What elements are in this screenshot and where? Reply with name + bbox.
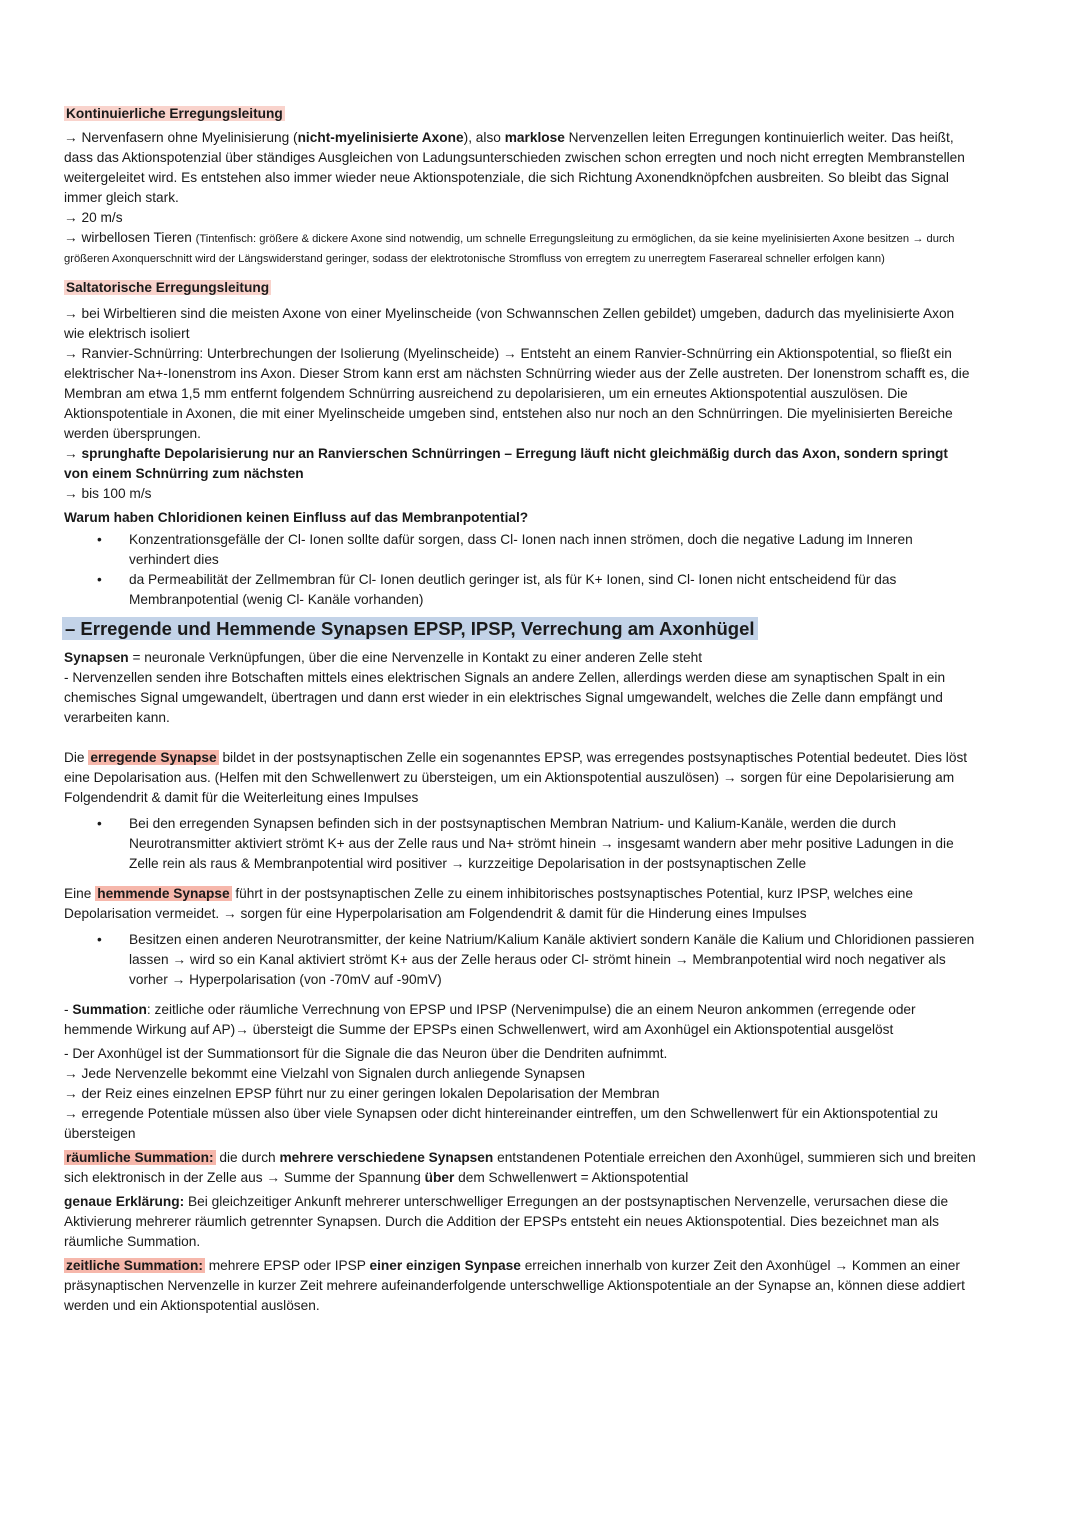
- paragraph-ranvier: → Ranvier-Schnürring: Unterbrechungen der Isolierung (Myelinscheide) → Entsteht an einem Ranvier-Schnürring ein Aktionspotential, so fließt ein elektrischer Na+-Ionenstrom ins Axon. Dieser Strom kann erst am nächsten Schnürring wieder aus der Zelle austreten. Der Ionenstrom schafft es, die Membran am etwa 1,5 mm entfernt folgendem Schnürring ausreichend zu depolarisieren, um ein erneutes Aktionspotential auszulösen. Die Aktionspotentiale in Axonen, die mit einer Myelinscheide umgeben sind, entstehen also nur noch an den Schnürringen. Die myelinisierten Bereiche werden übersprungen.: [64, 346, 970, 441]
- heading-kontinuierlich-label: Kontinuierliche Erregungsleitung: [66, 106, 283, 121]
- heading-saltatorisch-label: Saltatorische Erregungsleitung: [66, 280, 270, 295]
- paragraph-zeitliche-summation: zeitliche Summation: mehrere EPSP oder IPSP einer einzigen Synpase erreichen innerhalb von kurzer Zeit den Axonhügel → Kommen an einer präsynaptischen Nervenzelle in kurzer Zeit mehrere aufeinanderfolgende unterschwellige Aktionspotentiale an der Synapse an, können diese addiert werden und ein Aktionspotential auslösen.: [64, 1258, 965, 1313]
- document-content: [64, 104, 976, 1316]
- heading-saltatorisch: [64, 278, 976, 298]
- paragraph-wirbeltiere: → bei Wirbeltieren sind die meisten Axone von einer Myelinscheide (von Schwannschen Zellen gebildet) umgeben, dadurch das myelinisierte Axon wie elektrisch isoliert: [64, 306, 955, 341]
- paragraph-erregende-synapse: Die erregende Synapse bildet in der postsynaptischen Zelle ein sogenanntes EPSP, was erregendes postsynaptisches Potential bedeutet. Dies löst eine Depolarisation aus. (Helfen mit den Schwellenwert zu übersteigen, um ein Aktionspotential auszulösen) → sorgen für eine Depolarisierung am Folgendendrit & damit für die Weiterleitung eines Impulses: [64, 750, 968, 805]
- list-item: → erregende Potentiale müssen also über viele Synapsen oder dicht hintereinander eintreffen, um den Schwellenwert für ein Aktionspotential zu übersteigen: [64, 1106, 938, 1141]
- section-title-synapsen: [62, 616, 976, 642]
- term-hemmende-synapse: hemmende Synapse: [97, 886, 230, 901]
- term-zeitliche-summation: zeitliche Summation:: [66, 1258, 203, 1273]
- axonhuegel-block: [64, 1044, 976, 1144]
- paragraph-genaue-erklaerung: genaue Erklärung: Bei gleichzeitiger Ankunft mehrerer unterschwelliger Erregungen an der postsynaptischen Nervenzelle, verursachen diese die Aktivierung mehrerer räumlich getrennter Synapsen. Durch die Addition der EPSPs entsteht ein neues Aktionspotential. Dies bezeichnet man als räumliche Summation.: [64, 1194, 949, 1249]
- list-item: • Besitzen einen anderen Neurotransmitter, der keine Natrium/Kalium Kanäle aktiviert sondern Kanäle die Kalium und Chloridionen passieren lassen → wird so ein Kanal aktiviert strömt K+ aus der Zelle heraus oder Cl- strömt hinein → Membranpotential wird noch negativer als vorher → Hyperpolarisation (von -70mV auf -90mV): [64, 930, 976, 990]
- paragraph-nervenzellen: - Nervenzellen senden ihre Botschaften mittels eines elektrischen Signals an andere Zellen, allerdings werden diese am synaptischen Spalt in ein chemisches Signal umgewandelt, übertragen und dann erst wieder in ein elektrisches Signal umgewandelt, welches die Zelle dann empfängt und verarbeiten kann.: [64, 670, 946, 725]
- paragraph-raeumliche-summation: räumliche Summation: die durch mehrere verschiedene Synapsen entstandenen Potentiale erreichen den Axonhügel, summieren sich und breiten sich elektronisch in der Zelle aus → Summe der Spannung über dem Schwellenwert = Aktionspotential: [64, 1150, 976, 1185]
- question-chloridionen: Warum haben Chloridionen keinen Einfluss auf das Membranpotential?: [64, 510, 529, 525]
- list-item: • da Permeabilität der Zellmembran für Cl- Ionen deutlich geringer ist, als für K+ Ionen, sind Cl- Ionen nicht entscheidend für das Membranpotential (wenig Cl- Kanäle vorhanden): [64, 570, 976, 610]
- section-title-label: – Erregende und Hemmende Synapsen EPSP, IPSP, Verrechung am Axonhügel: [62, 617, 758, 640]
- speed-kontinuierlich: → 20 m/s: [64, 210, 123, 225]
- list-item: → der Reiz eines einzelnen EPSP führt nur zu einer geringen lokalen Depolarisation der Membran: [64, 1086, 660, 1101]
- paragraph-synapsen-definition: Synapsen = neuronale Verknüpfungen, über die eine Nervenzelle in Kontakt zu einer anderen Zelle steht: [64, 650, 703, 665]
- term-erregende-synapse: erregende Synapse: [90, 750, 217, 765]
- paragraph-hemmende-synapse: Eine hemmende Synapse führt in der postsynaptischen Zelle zu einem inhibitorisches postsynaptisches Potential, kurz IPSP, welches eine Depolarisation vermeidet. → sorgen für eine Hyperpolarisation am Folgendendrit & damit für die Hinderung eines Impulses: [64, 886, 914, 921]
- paragraph-summation: - Summation: zeitliche oder räumliche Verrechnung von EPSP und IPSP (Nervenimpulse) die an einem Neuron ankommen (erregende oder hemmende Wirkung auf AP)→ übersteigt die Summe der EPSPs einen Schwellenwert, wird am Axonhügel ein Aktionspotential ausgelöst: [64, 1002, 916, 1037]
- paragraph-wirbellose: → wirbellosen Tieren (Tintenfisch: größere & dickere Axone sind notwendig, um schnelle Erregungsleitung zu ermöglichen, da sie keine myelinisierten Axone besitzen → durch größeren Axonquerschnitt wird der Längswiderstand geringer, sodass der elektrotonische Stromfluss von erregtem zu unerregtem Faserareal schneller erfolgen kann): [64, 230, 955, 265]
- bullet-list-hemmend: [64, 930, 976, 990]
- term-raeumliche-summation: räumliche Summation:: [66, 1150, 214, 1165]
- bullet-list-chlorid: [64, 530, 976, 610]
- speed-saltatorisch: → bis 100 m/s: [64, 486, 152, 501]
- bullet-list-erregend: [64, 814, 976, 874]
- list-item: • Konzentrationsgefälle der Cl- Ionen sollte dafür sorgen, dass Cl- Ionen nach innen strömen, doch die negative Ladung im Inneren verhindert dies: [64, 530, 976, 570]
- paragraph-kontinuierlich: → Nervenfasern ohne Myelinisierung (nicht-myelinisierte Axone), also marklose Nervenzellen leiten Erregungen kontinuierlich weiter. Das heißt, dass das Aktionspotenzial über ständiges Ausgleichen von Ladungsunterschieden zwischen schon erregten und noch nicht erregten Membranstellen weitergeleitet wird. Es entstehen also immer wieder neue Aktionspotenziale, die sich Richtung Axonendknöpfchen ausbreiten. So bleibt das Signal immer gleich stark.: [64, 130, 965, 205]
- list-item: - Der Axonhügel ist der Summationsort für die Signale die das Neuron über die Dendriten aufnimmt.: [64, 1046, 668, 1061]
- list-item: • Bei den erregenden Synapsen befinden sich in der postsynaptischen Membran Natrium- und Kalium-Kanäle, werden die durch Neurotransmitter aktiviert strömt K+ aus der Zelle raus und Na+ strömt hinein → insgesamt wandern aber mehr positive Ladungen in die Zelle rein als raus & Membranpotential wird positiver → kurzzeitige Depolarisation in der postsynaptischen Zelle: [64, 814, 976, 874]
- heading-kontinuierlich: [64, 104, 976, 124]
- list-item: → Jede Nervenzelle bekommt eine Vielzahl von Signalen durch anliegende Synapsen: [64, 1066, 585, 1081]
- paragraph-sprunghaft: → sprunghafte Depolarisierung nur an Ranvierschen Schnürringen – Erregung läuft nicht gleichmäßig durch das Axon, sondern springt von einem Schnürring zum nächsten: [64, 446, 948, 481]
